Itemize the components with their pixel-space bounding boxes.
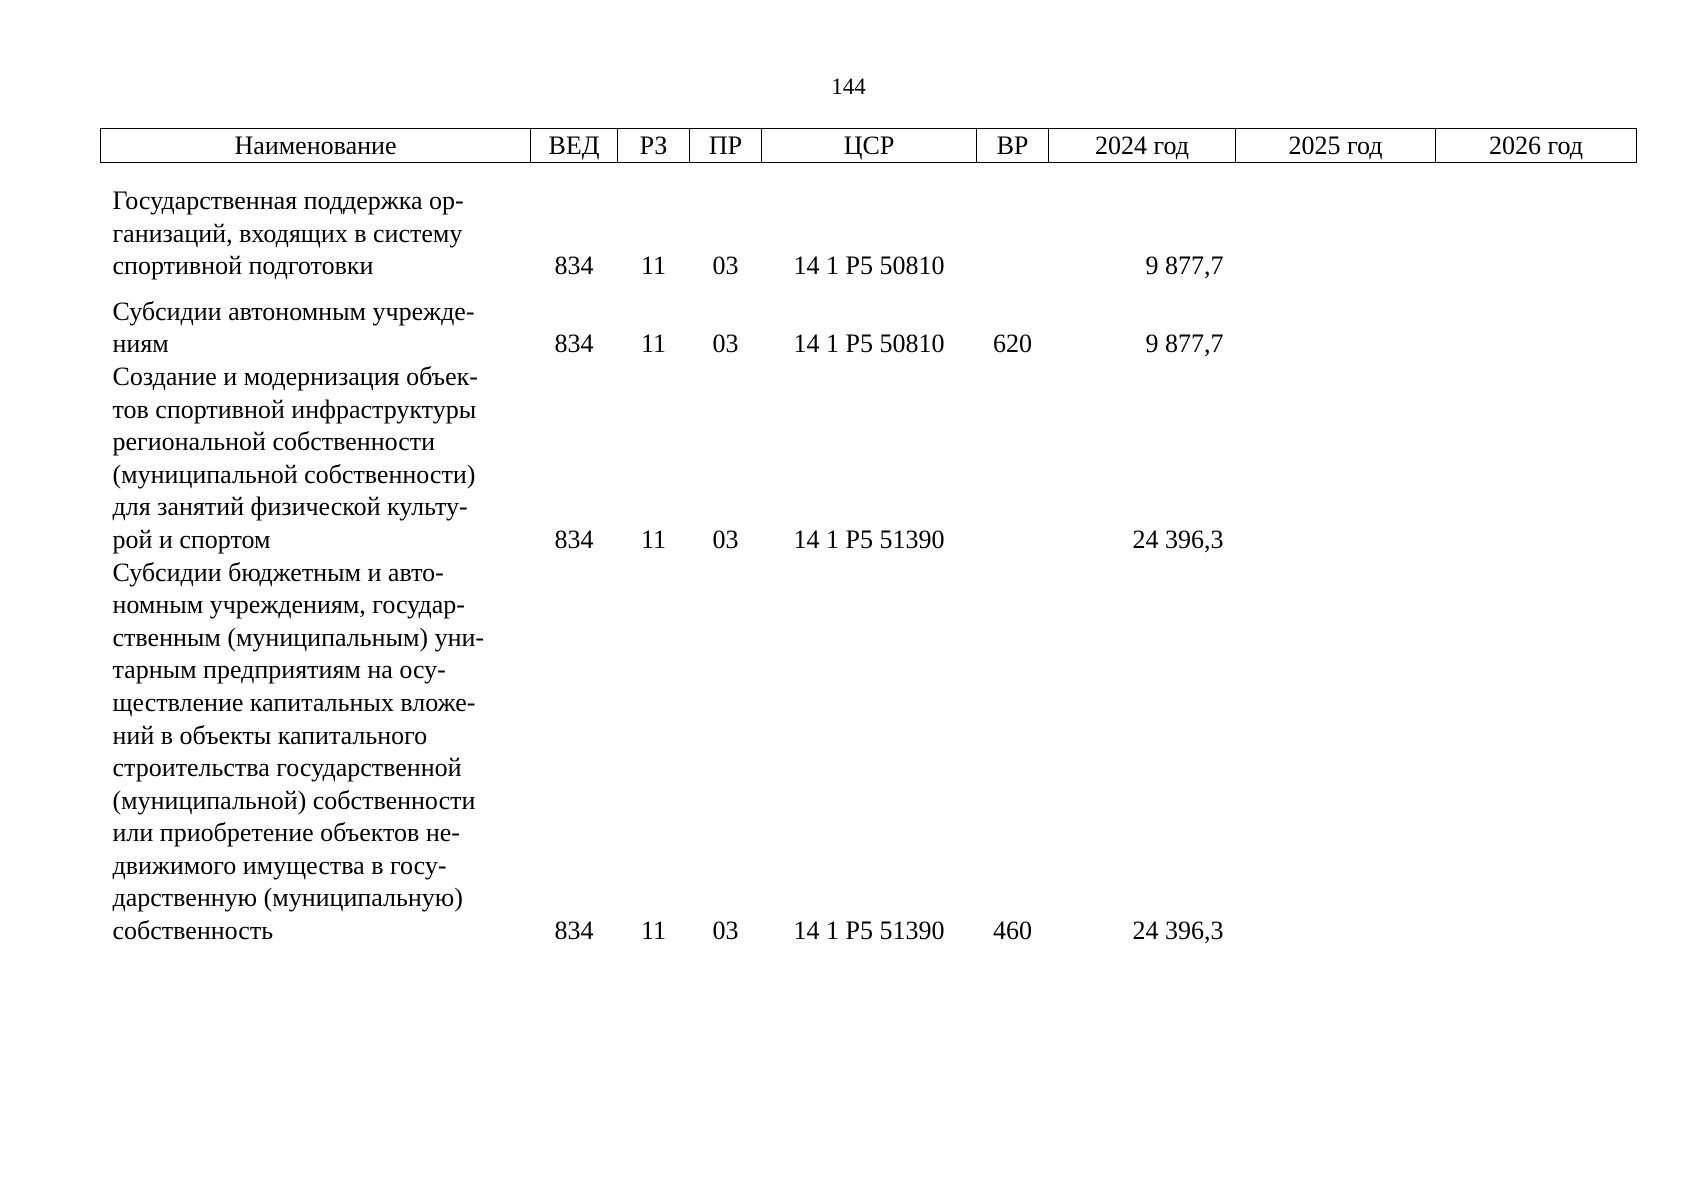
pr-cell: 03 — [712, 916, 739, 946]
row-name-cell — [101, 557, 531, 948]
column-header-csr: ЦСР — [762, 129, 977, 163]
name-line: ганизаций, входящих в систему — [112, 218, 463, 248]
name-line: рой и спортом — [112, 524, 271, 554]
name-line: Субсидии бюджетным и авто- — [112, 557, 444, 587]
ved-cell: 834 — [554, 329, 594, 359]
column-header-rz: РЗ — [618, 129, 690, 163]
amount-2026-cell — [1436, 361, 1637, 557]
csr-cell: 14 1 Р5 51390 — [793, 916, 945, 946]
amount-2026-cell — [1436, 163, 1637, 283]
table-header-row — [101, 129, 1637, 163]
name-line: движимого имущества в госу- — [112, 850, 447, 880]
amount-2024-cell: 24 396,3 — [1132, 916, 1224, 946]
rz-cell: 11 — [640, 251, 667, 281]
name-line: Создание и модернизация объек- — [112, 361, 478, 391]
row-name-cell — [101, 163, 531, 283]
table-row — [101, 163, 1637, 283]
name-line: дарственную (муниципальную) — [112, 883, 463, 913]
pr-cell: 03 — [712, 251, 739, 281]
name-line: ственным (муниципальным) уни- — [112, 622, 485, 652]
amount-2024-cell: 24 396,3 — [1132, 524, 1224, 554]
column-header-ved: ВЕД — [531, 129, 618, 163]
ved-cell: 834 — [554, 251, 594, 281]
column-header-vr: ВР — [977, 129, 1049, 163]
column-header-2026: 2026 год — [1436, 129, 1637, 163]
name-line: или приобретение объектов не- — [112, 818, 460, 848]
vr-cell — [977, 163, 1049, 283]
row-name-cell — [101, 283, 531, 361]
pr-cell: 03 — [712, 329, 739, 359]
name-line: (муниципальной) собственности — [112, 785, 476, 815]
table-row — [101, 283, 1637, 361]
amount-2025-cell — [1236, 557, 1436, 948]
name-line: ществление капитальных вложе- — [112, 687, 476, 717]
budget-table — [100, 128, 1637, 948]
ved-cell: 834 — [554, 916, 594, 946]
amount-2024-cell: 9 877,7 — [1145, 251, 1224, 281]
column-header-2024: 2024 год — [1049, 129, 1236, 163]
name-line: номным учреждениям, государ- — [112, 590, 465, 620]
amount-2026-cell — [1436, 283, 1637, 361]
amount-2026-cell — [1436, 557, 1637, 948]
rz-cell: 11 — [640, 916, 667, 946]
vr-cell: 620 — [993, 329, 1032, 359]
amount-2025-cell — [1236, 283, 1436, 361]
row-name-cell — [101, 361, 531, 557]
name-line: Государственная поддержка ор- — [112, 186, 464, 215]
ved-cell: 834 — [554, 524, 594, 554]
rz-cell: 11 — [640, 329, 667, 359]
name-line: спортивной подготовки — [112, 251, 374, 281]
name-line: для занятий физической культу- — [112, 492, 468, 522]
pr-cell: 03 — [712, 524, 739, 554]
table-row — [101, 557, 1637, 948]
amount-2025-cell — [1236, 163, 1436, 283]
name-line: тов спортивной инфраструктуры — [112, 394, 477, 424]
column-header-name: Наименование — [101, 129, 531, 163]
name-line: ниям — [112, 329, 169, 359]
vr-cell — [977, 361, 1049, 557]
name-line: строительства государственной — [112, 753, 462, 783]
name-line: региональной собственности — [112, 427, 436, 457]
name-line: Субсидии автономным учрежде- — [112, 296, 475, 326]
name-line: ний в объекты капитального — [112, 720, 428, 750]
column-header-2025: 2025 год — [1236, 129, 1436, 163]
name-line: собственность — [112, 916, 274, 946]
amount-2024-cell: 9 877,7 — [1145, 329, 1224, 359]
page-number: 144 — [831, 74, 866, 99]
amount-2025-cell — [1236, 361, 1436, 557]
name-line: (муниципальной собственности) — [112, 459, 476, 489]
csr-cell: 14 1 Р5 50810 — [793, 251, 945, 281]
column-header-pr: ПР — [690, 129, 762, 163]
vr-cell: 460 — [993, 916, 1032, 946]
csr-cell: 14 1 Р5 51390 — [793, 524, 945, 554]
csr-cell: 14 1 Р5 50810 — [793, 329, 945, 359]
name-line: тарным предприятиям на осу- — [112, 655, 446, 685]
rz-cell: 11 — [640, 524, 667, 554]
table-row — [101, 361, 1637, 557]
